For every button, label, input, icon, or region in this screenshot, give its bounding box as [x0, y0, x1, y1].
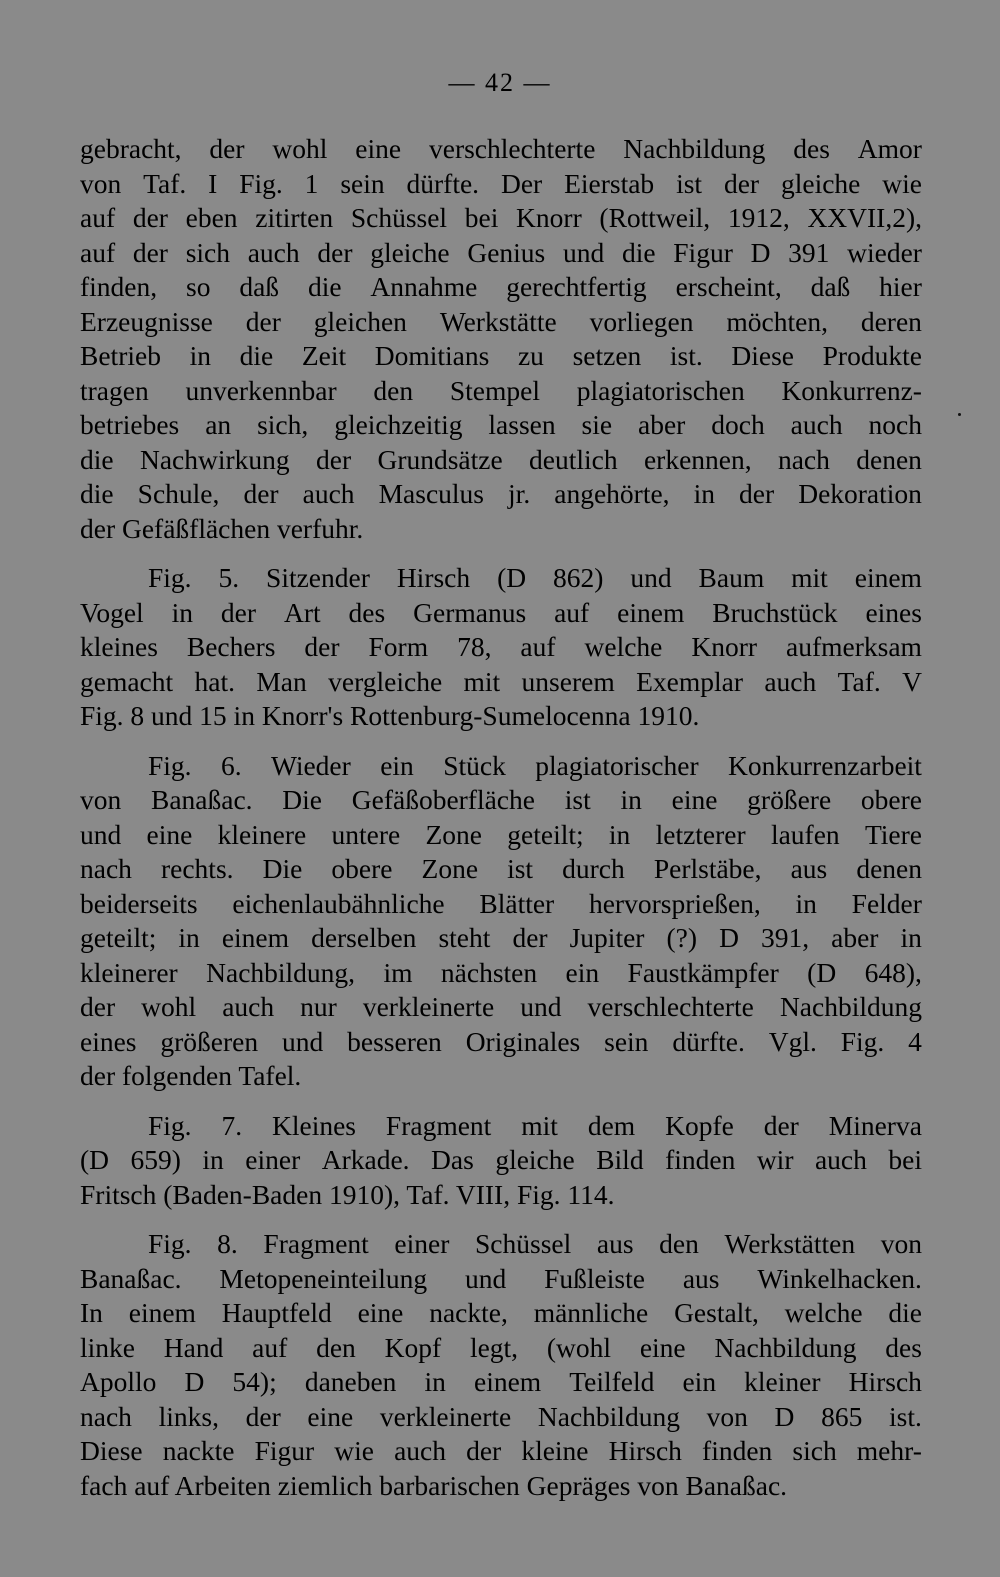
text-line: Betrieb in die Zeit Domitians zu setzen ist. Diese Produkte	[80, 340, 922, 371]
text-line: auf der eben zitirten Schüssel bei Knorr (Rottweil, 1912, XXVII,2),	[80, 202, 922, 233]
text-line: geteilt; in einem derselben steht der Jupiter (?) D 391, aber in	[80, 922, 922, 953]
paragraph	[80, 561, 922, 734]
text-line: Diese nackte Figur wie auch der kleine Hirsch finden sich mehr-	[80, 1435, 922, 1466]
paragraph	[80, 749, 922, 1094]
paragraph	[80, 1227, 922, 1503]
text-line: gebracht, der wohl eine verschlechterte Nachbildung des Amor	[80, 133, 922, 164]
paragraph	[80, 132, 922, 546]
paragraph	[80, 1109, 922, 1213]
text-line: (D 659) in einer Arkade. Das gleiche Bild finden wir auch bei	[80, 1144, 922, 1175]
text-line: eines größeren und besseren Originales sein dürfte. Vgl. Fig. 4	[80, 1025, 922, 1057]
text-line: der Gefäßflächen verfuhr.	[80, 512, 364, 544]
page-number: — 42 —	[448, 68, 552, 97]
paragraph-gap	[80, 1094, 922, 1109]
body-text	[80, 132, 922, 1503]
text-line: Fig. 8 und 15 in Knorr's Rottenburg-Sumelocenna 1910.	[80, 700, 700, 731]
text-line: die Schule, der auch Masculus jr. angehörte, in der Dekoration	[80, 478, 922, 509]
text-line: tragen unverkennbar den Stempel plagiatorischen Konkurrenz-	[80, 374, 922, 406]
text-line: fach auf Arbeiten ziemlich barbarischen Gepräges von Banaßac.	[80, 1469, 788, 1501]
text-line: finden, so daß die Annahme gerechtfertig erscheint, daß hier	[80, 271, 922, 302]
text-line: linke Hand auf den Kopf legt, (wohl eine Nachbildung des	[80, 1331, 922, 1363]
text-line: betriebes an sich, gleichzeitig lassen sie aber doch auch noch	[80, 409, 922, 440]
text-line: beiderseits eichenlaubähnliche Blätter hervorsprießen, in Felder	[80, 887, 922, 919]
text-line: gemacht hat. Man vergleiche mit unserem Exemplar auch Taf. V	[80, 665, 922, 697]
text-line: Fig. 5. Sitzender Hirsch (D 862) und Baum mit einem	[148, 562, 922, 593]
text-line: Fig. 7. Kleines Fragment mit dem Kopfe der Minerva	[148, 1109, 922, 1141]
text-line: In einem Hauptfeld eine nackte, männliche Gestalt, welche die	[80, 1297, 922, 1328]
text-line: Fritsch (Baden-Baden 1910), Taf. VIII, Fig. 114.	[80, 1178, 615, 1210]
paragraph-gap	[80, 546, 922, 561]
text-line: Vogel in der Art des Germanus auf einem Bruchstück eines	[80, 596, 922, 628]
text-line: Erzeugnisse der gleichen Werkstätte vorliegen möchten, deren	[80, 305, 922, 337]
text-line: von Banaßac. Die Gefäßoberfläche ist in eine größere obere	[80, 784, 922, 815]
paragraph-gap	[80, 734, 922, 749]
text-line: Apollo D 54); daneben in einem Teilfeld ein kleiner Hirsch	[80, 1366, 922, 1397]
text-line: kleines Bechers der Form 78, auf welche Knorr aufmerksam	[80, 631, 922, 662]
stray-mark	[958, 413, 961, 416]
text-line: von Taf. I Fig. 1 sein dürfte. Der Eierstab ist der gleiche wie	[80, 167, 922, 199]
text-line: kleinerer Nachbildung, im nächsten ein Faustkämpfer (D 648),	[80, 956, 922, 988]
paragraph-gap	[80, 1212, 922, 1227]
text-line: auf der sich auch der gleiche Genius und die Figur D 391 wieder	[80, 236, 922, 268]
text-line: Fig. 6. Wieder ein Stück plagiatorischer Konkurrenzarbeit	[148, 749, 922, 781]
text-line: und eine kleinere untere Zone geteilt; in letzterer laufen Tiere	[80, 818, 922, 850]
text-line: Banaßac. Metopeneinteilung und Fußleiste aus Winkelhacken.	[80, 1262, 922, 1294]
text-line: der wohl auch nur verkleinerte und verschlechterte Nachbildung	[80, 991, 922, 1022]
text-line: der folgenden Tafel.	[80, 1060, 302, 1091]
text-line: Fig. 8. Fragment einer Schüssel aus den Werkstätten von	[148, 1228, 922, 1259]
text-line: nach rechts. Die obere Zone ist durch Perlstäbe, aus denen	[80, 853, 922, 884]
text-line: nach links, der eine verkleinerte Nachbildung von D 865 ist.	[80, 1400, 922, 1432]
text-line: die Nachwirkung der Grundsätze deutlich erkennen, nach denen	[80, 443, 922, 475]
